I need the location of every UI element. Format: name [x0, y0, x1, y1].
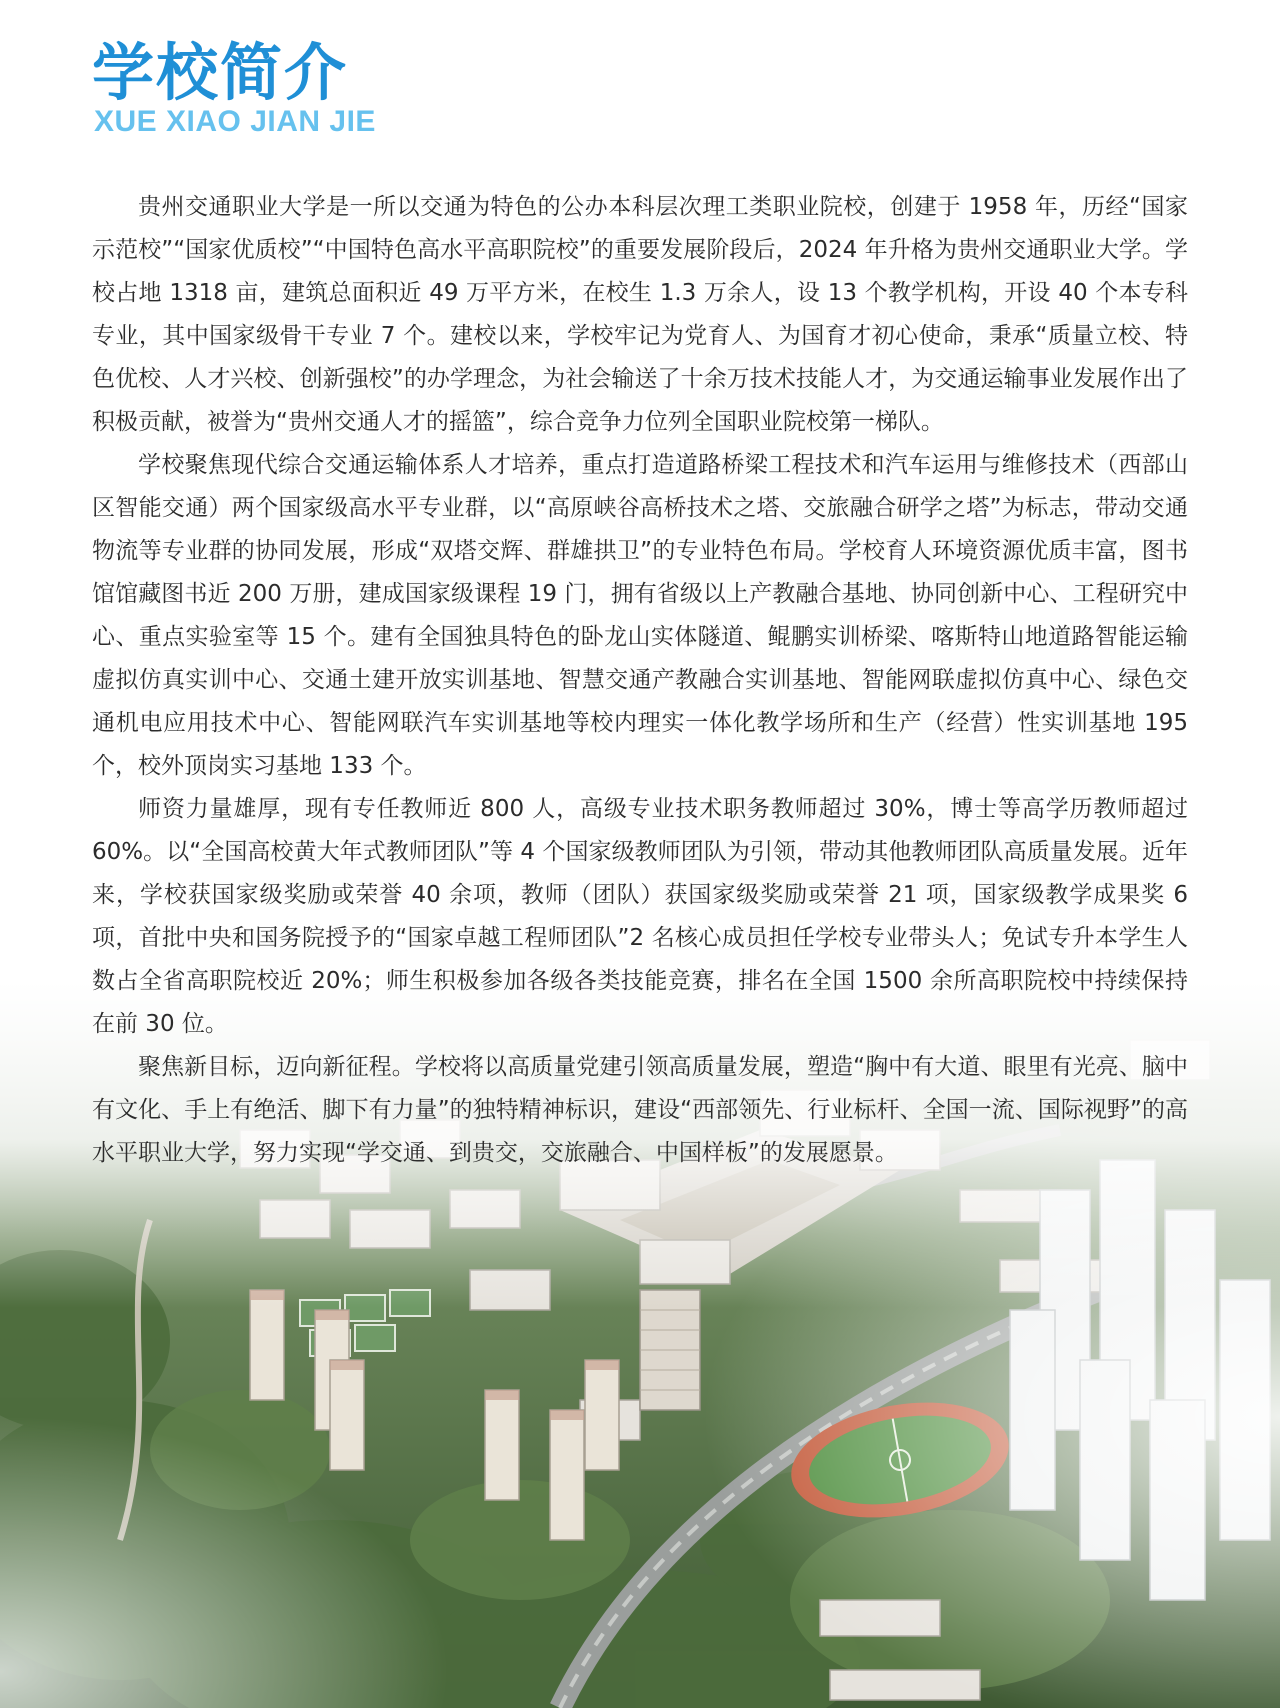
- paragraph-overview: 贵州交通职业大学是一所以交通为特色的公办本科层次理工类职业院校，创建于 1958 年，历经“国家示范校”“国家优质校”“中国特色高水平高职院校”的重要发展阶段后，2024 年升格为贵州交通职业大学。学校占地 1318 亩，建筑总面积近 49 万平方米，在校生 1.3 万余人，设 13 个教学机构，开设 40 个本专科专业，其中国家级骨干专业 7 个。建校以来，学校牢记为党育人、为国育才初心使命，秉承“质量立校、特色优校、人才兴校、创新强校”的办学理念，为社会输送了十余万技术技能人才，为交通运输事业发展作出了积极贡献，被誉为“贵州交通人才的摇篮”，综合竞争力位列全国职业院校第一梯队。: [92, 194, 1188, 435]
- intro-body: [92, 186, 1188, 1175]
- page-title: 学校简介: [92, 36, 349, 109]
- page-subtitle: XUE XIAO JIAN JIE: [94, 105, 376, 138]
- paragraph-vision: 聚焦新目标，迈向新征程。学校将以高质量党建引领高质量发展，塑造“胸中有大道、眼里有光亮、脑中有文化、手上有绝活、脚下有力量”的独特精神标识，建设“西部领先、行业标杆、全国一流、国际视野”的高水平职业大学，努力实现“学交通、到贵交，交旅融合、中国样板”的发展愿景。: [92, 1054, 1188, 1166]
- paragraph-faculty: 师资力量雄厚，现有专任教师近 800 人，高级专业技术职务教师超过 30%，博士等高学历教师超过 60%。以“全国高校黄大年式教师团队”等 4 个国家级教师团队为引领，带动其他教师团队高质量发展。近年来，学校获国家级奖励或荣誉 40 余项，教师（团队）获国家级奖励或荣誉 21 项，国家级教学成果奖 6 项，首批中央和国务院授予的“国家卓越工程师团队”2 名核心成员担任学校专业带头人；免试专升本学生人数占全省高职院校近 20%；师生积极参加各级各类技能竞赛，排名在全国 1500 余所高职院校中持续保持在前 30 位。: [92, 796, 1188, 1037]
- paragraph-programs: 学校聚焦现代综合交通运输体系人才培养，重点打造道路桥梁工程技术和汽车运用与维修技术（西部山区智能交通）两个国家级高水平专业群，以“高原峡谷高桥技术之塔、交旅融合研学之塔”为标志，带动交通物流等专业群的协同发展，形成“双塔交辉、群雄拱卫”的专业特色布局。学校育人环境资源优质丰富，图书馆馆藏图书近 200 万册，建成国家级课程 19 门，拥有省级以上产教融合基地、协同创新中心、工程研究中心、重点实验室等 15 个。建有全国独具特色的卧龙山实体隧道、鲲鹏实训桥梁、喀斯特山地道路智能运输虚拟仿真实训中心、交通土建开放实训基地、智慧交通产教融合实训基地、智能网联虚拟仿真中心、绿色交通机电应用技术中心、智能网联汽车实训基地等校内理实一体化教学场所和生产（经营）性实训基地 195 个，校外顶岗实习基地 133 个。: [92, 452, 1188, 779]
